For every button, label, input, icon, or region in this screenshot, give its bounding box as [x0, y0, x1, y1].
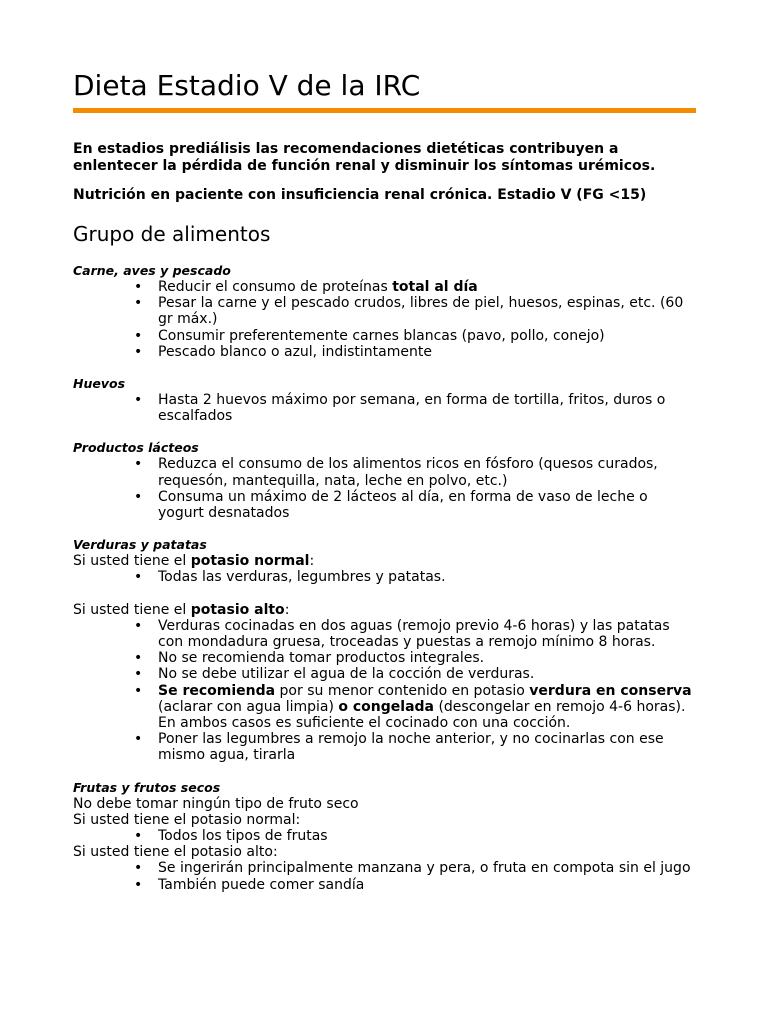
line-text: Si usted tiene el: [73, 553, 191, 570]
list-item: • Todas las verduras, legumbres y patatas.: [73, 569, 698, 585]
section-lacteos: [73, 440, 698, 521]
line-text: :: [284, 601, 290, 618]
list-item: • Consuma un máximo de 2 lácteos al día, en forma de vaso de leche o yogurt desnatados: [73, 489, 698, 521]
line-text: :: [309, 553, 315, 570]
list-frutas-alto: [73, 860, 698, 892]
section-title-carne: Carne, aves y pescado: [73, 263, 231, 278]
section-carne: [73, 263, 698, 360]
list-verduras-alto: [73, 618, 698, 764]
title-underline: [73, 108, 696, 113]
list-item: [73, 683, 698, 732]
list-item: • No se recomienda tomar productos integrales.: [73, 650, 698, 666]
item-text: (descongelar en remojo 4-6 horas). En ambos casos es suficiente el cocinado con una cocción.: [158, 698, 686, 732]
frutas-line-1: No debe tomar ningún tipo de fruto seco: [73, 795, 359, 812]
list-item: • Pesar la carne y el pescado crudos, libres de piel, huesos, espinas, etc. (60 gr máx.): [73, 295, 698, 327]
list-item: • Pescado blanco o azul, indistintamente: [73, 344, 698, 360]
list-lacteos: [73, 456, 698, 521]
section-huevos: [73, 376, 698, 424]
list-item: • Hasta 2 huevos máximo por semana, en forma de tortilla, fritos, duros o escalfados: [73, 392, 698, 424]
line-bold-text: potasio normal: [190, 553, 310, 570]
section-heading: Grupo de alimentos: [73, 222, 271, 246]
item-text: por su menor contenido en potasio: [275, 682, 530, 699]
list-item: • También puede comer sandía: [73, 877, 698, 893]
content-body: [73, 263, 698, 893]
list-item: • Verduras cocinadas en dos aguas (remojo previo 4-6 horas) y las patatas con mondadura gruesa, troceadas y puestas a remojo mínimo 8 horas.: [73, 618, 698, 650]
frutas-line-2: Si usted tiene el potasio normal:: [73, 811, 301, 828]
list-verduras-normal: [73, 569, 698, 585]
frutas-line-3: Si usted tiene el potasio alto:: [73, 844, 278, 861]
list-item: • Poner las legumbres a remojo la noche anterior, y no cocinarlas con ese mismo agua, tirarla: [73, 731, 698, 763]
item-bold-text: verdura en conserva: [529, 682, 692, 699]
section-verduras: [73, 537, 698, 763]
section-title-huevos: Huevos: [73, 376, 126, 392]
list-frutas-normal: [73, 828, 698, 844]
list-item: • No se debe utilizar el agua de la cocción de verduras.: [73, 666, 698, 682]
list-item: • Todos los tipos de frutas: [73, 828, 698, 844]
list-item: • Se ingerirán principalmente manzana y pera, o fruta en compota sin el jugo: [73, 860, 698, 876]
item-text: Reducir el consumo de proteínas: [158, 279, 393, 295]
list-item: • Consumir preferentemente carnes blancas (pavo, pollo, conejo): [73, 328, 698, 344]
item-bold-text: total al día: [392, 279, 478, 295]
line-bold-text: potasio alto: [190, 601, 285, 618]
item-bold-text: Se recomienda: [158, 682, 276, 699]
section-title-verduras: Verduras y patatas: [73, 537, 207, 553]
intro-paragraph: En estadios prediálisis las recomendaciones dietéticas contribuyen a enlentecer la pérdida de función renal y disminuir los síntomas urémicos.: [73, 141, 656, 174]
list-huevos: [73, 392, 698, 424]
item-text: (aclarar con agua limpia): [158, 698, 339, 715]
document-subtitle: Nutrición en paciente con insuficiencia renal crónica. Estadio V (FG <15): [73, 187, 647, 203]
line-text: Si usted tiene el: [73, 601, 191, 618]
list-item: • Reduzca el consumo de los alimentos ricos en fósforo (quesos curados, requesón, mantequilla, nata, leche en polvo, etc.): [73, 456, 698, 488]
item-bold-text: o congelada: [338, 698, 434, 715]
list-carne: [73, 279, 698, 360]
section-title-lacteos: Productos lácteos: [73, 440, 199, 456]
potasio-normal-line: [73, 553, 698, 569]
document-title: Dieta Estadio V de la IRC: [73, 69, 421, 102]
list-item: [73, 279, 698, 295]
potasio-alto-line: [73, 602, 698, 618]
section-title-frutas: Frutas y frutos secos: [73, 779, 221, 795]
section-frutas: [73, 780, 698, 893]
